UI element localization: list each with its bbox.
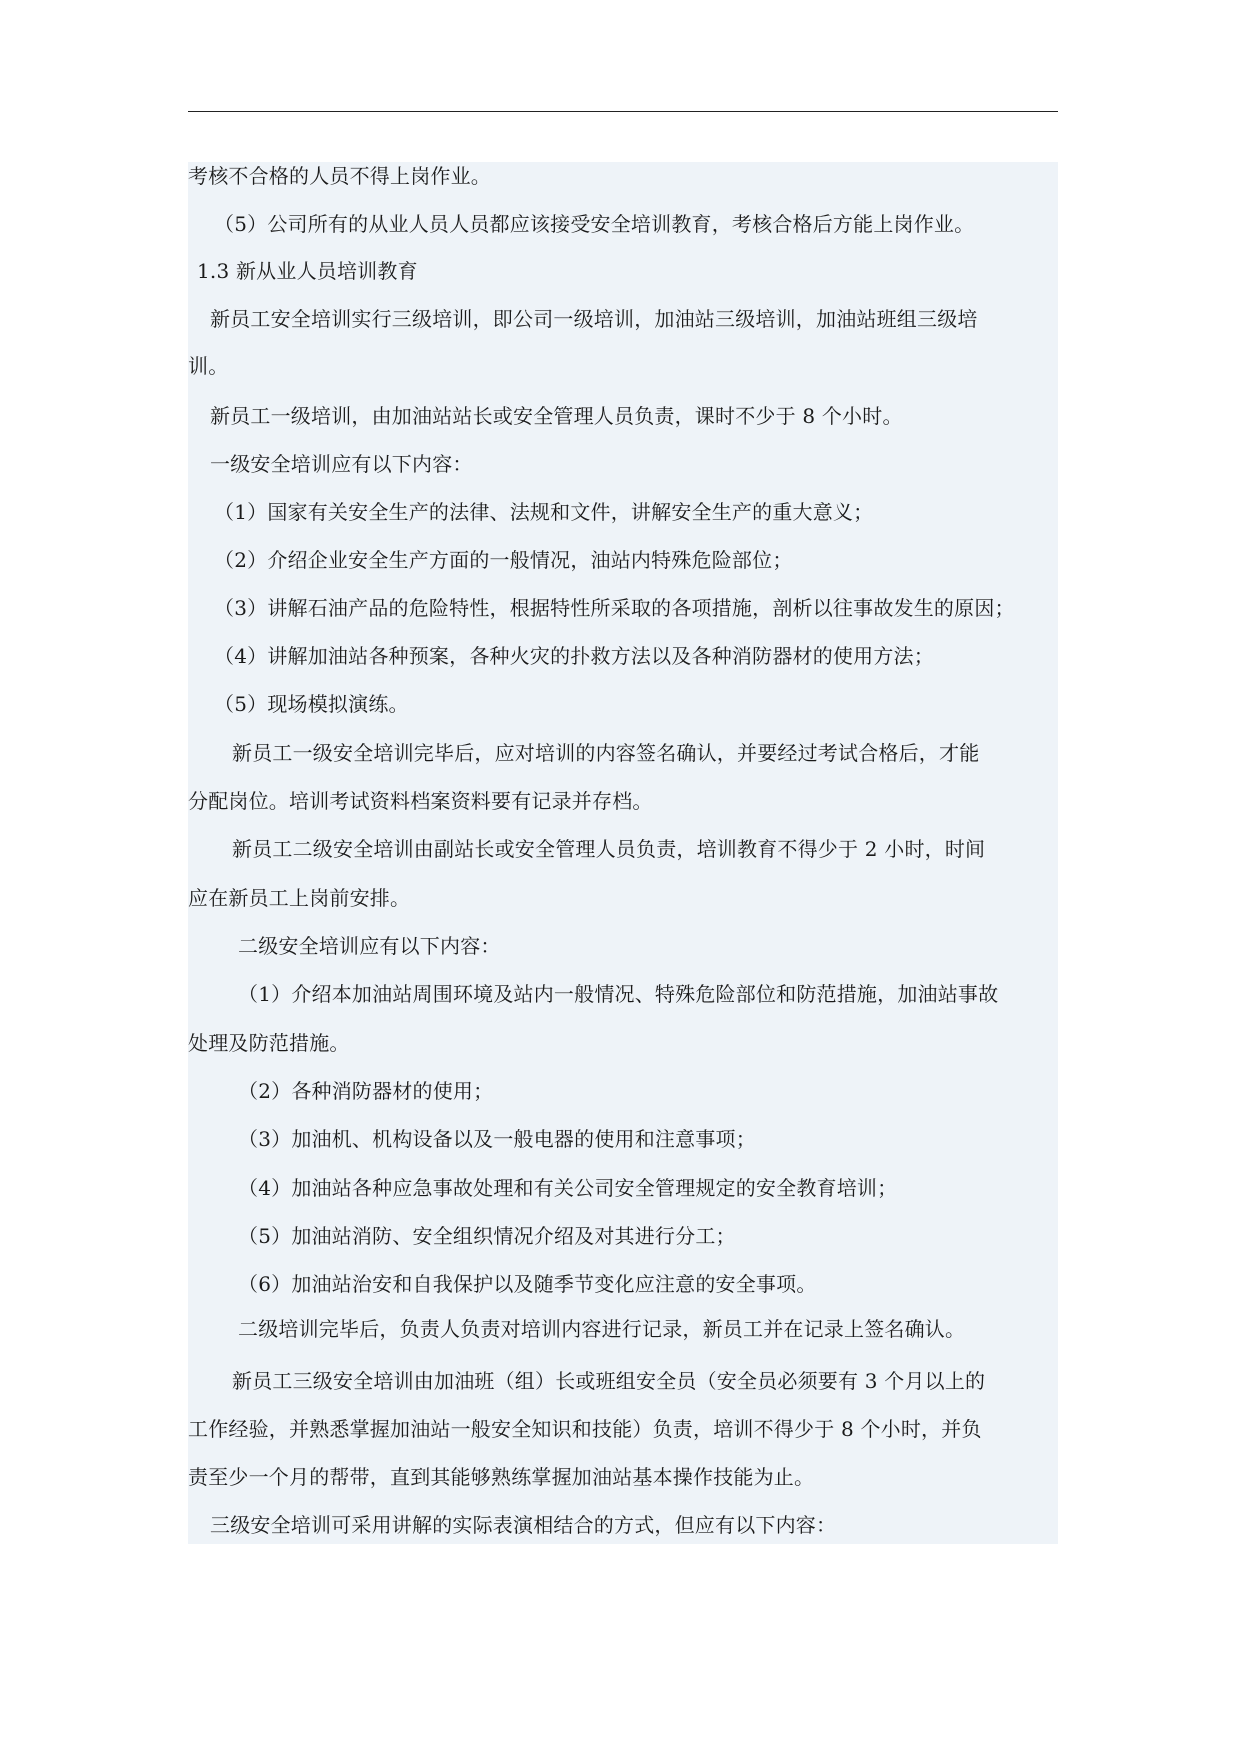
text-line: 处理及防范措施。 <box>188 1031 350 1055</box>
list-item: （5）现场模拟演练。 <box>214 692 409 716</box>
list-item: （4）讲解加油站各种预案，各种火灾的扑救方法以及各种消防器材的使用方法； <box>214 644 934 668</box>
list-item: （2）各种消防器材的使用； <box>238 1079 494 1103</box>
text-line: 三级安全培训可采用讲解的实际表演相结合的方式，但应有以下内容： <box>210 1513 837 1537</box>
text-line: 新员工一级培训，由加油站站长或安全管理人员负责，课时不少于 8 个小时。 <box>210 404 903 428</box>
text-line: 新员工三级安全培训由加油班（组）长或班组安全员（安全员必须要有 3 个月以上的 <box>232 1369 986 1393</box>
list-item: （1）介绍本加油站周围环境及站内一般情况、特殊危险部位和防范措施，加油站事故 <box>238 982 999 1006</box>
text-line: 二级安全培训应有以下内容： <box>238 934 501 958</box>
list-item: （3）加油机、机构设备以及一般电器的使用和注意事项； <box>238 1127 756 1151</box>
text-line: 分配岗位。培训考试资料档案资料要有记录并存档。 <box>188 789 653 813</box>
text-line: 新员工一级安全培训完毕后，应对培训的内容签名确认，并要经过考试合格后，才能 <box>232 741 980 765</box>
text-line: 二级培训完毕后，负责人负责对培训内容进行记录，新员工并在记录上签名确认。 <box>238 1317 966 1341</box>
list-item: （6）加油站治安和自我保护以及随季节变化应注意的安全事项。 <box>238 1272 817 1296</box>
list-item: （4）加油站各种应急事故处理和有关公司安全管理规定的安全教育培训； <box>238 1176 898 1200</box>
text-line: 训。 <box>188 354 229 378</box>
header-rule <box>188 111 1058 112</box>
list-item: （2）介绍企业安全生产方面的一般情况，油站内特殊危险部位； <box>214 548 793 572</box>
section-heading: 1.3 新从业人员培训教育 <box>197 259 418 283</box>
text-line: 新员工安全培训实行三级培训，即公司一级培训，加油站三级培训，加油站班组三级培 <box>210 307 978 331</box>
text-line: 工作经验，并熟悉掌握加油站一般安全知识和技能）负责，培训不得少于 8 个小时，并负 <box>188 1417 982 1441</box>
text-line: 一级安全培训应有以下内容： <box>210 452 473 476</box>
text-line: 应在新员工上岗前安排。 <box>188 886 411 910</box>
text-line: 新员工二级安全培训由副站长或安全管理人员负责，培训教育不得少于 2 小时，时间 <box>232 837 986 861</box>
document-body <box>188 162 1058 1544</box>
list-item: （3）讲解石油产品的危险特性，根据特性所采取的各项措施，剖析以往事故发生的原因； <box>214 596 1015 620</box>
text-line: （5）公司所有的从业人员人员都应该接受安全培训教育，考核合格后方能上岗作业。 <box>214 212 975 236</box>
list-item: （1）国家有关安全生产的法律、法规和文件，讲解安全生产的重大意义； <box>214 500 874 524</box>
list-item: （5）加油站消防、安全组织情况介绍及对其进行分工； <box>238 1224 736 1248</box>
text-line: 责至少一个月的帮带，直到其能够熟练掌握加油站基本操作技能为止。 <box>188 1465 815 1489</box>
text-line: 考核不合格的人员不得上岗作业。 <box>188 164 491 188</box>
